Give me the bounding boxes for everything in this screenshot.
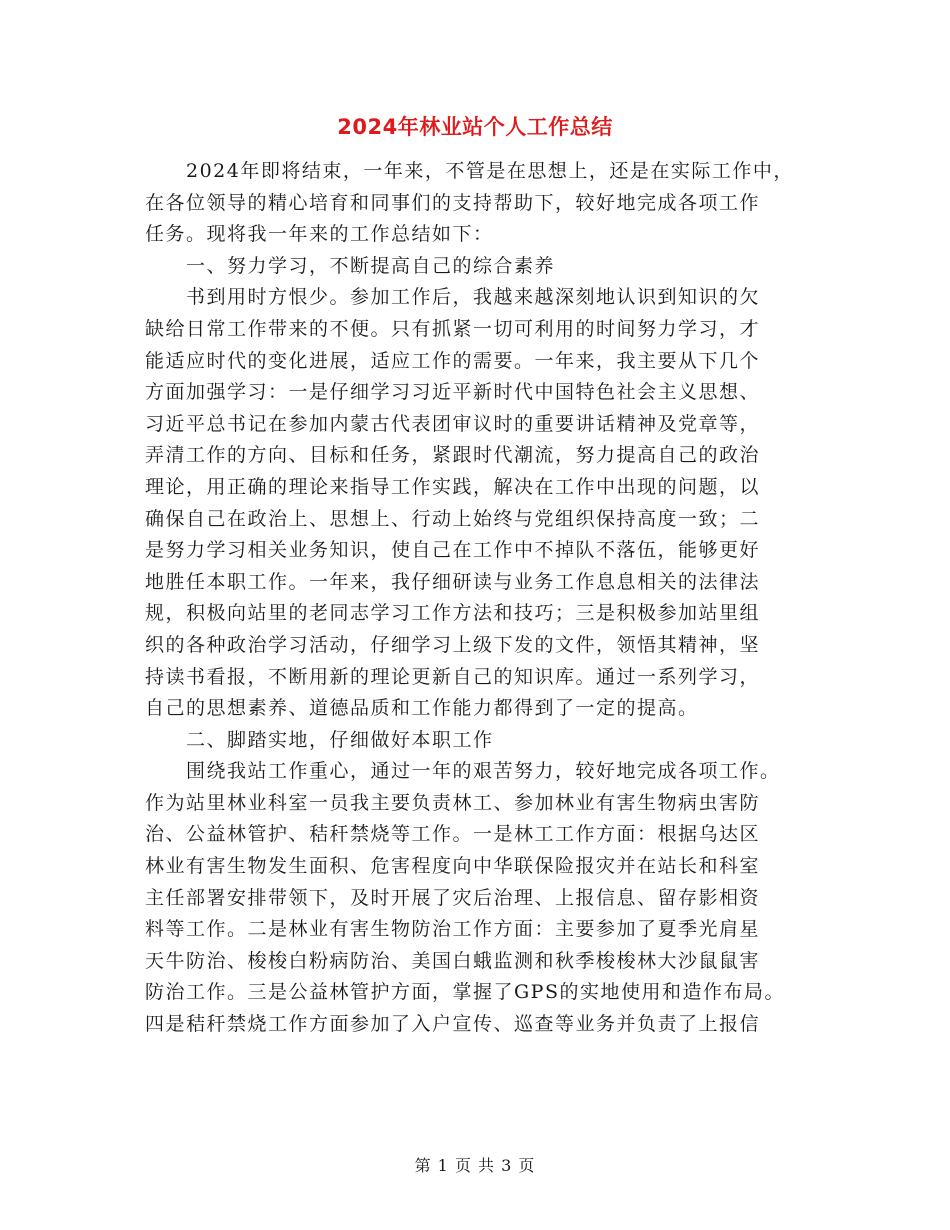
body-line: 习近平总书记在参加内蒙古代表团审议时的重要讲话精神及党章等，: [145, 412, 761, 435]
body-line: 防治工作。三是公益林管护方面，掌握了GPS的实地使用和造作布局。: [145, 981, 785, 1004]
body-line: 能适应时代的变化进展，适应工作的需要。一年来，我主要从下几个: [145, 349, 761, 372]
body-line: 自己的思想素养、道德品质和工作能力都得到了一定的提高。: [145, 697, 699, 720]
body-line: 确保自己在政治上、思想上、行动上始终与党组织保持高度一致；二: [145, 507, 761, 530]
body-line: 一、努力学习，不断提高自己的综合素养: [145, 254, 556, 277]
body-line: 规，积极向站里的老同志学习工作方法和技巧；三是积极参加站里组: [145, 602, 761, 625]
document-body: [145, 156, 810, 1041]
body-line: 治、公益林管护、秸秆禁烧等工作。一是林工工作方面：根据乌达区: [145, 823, 761, 846]
body-line: 四是秸秆禁烧工作方面参加了入户宣传、巡查等业务并负责了上报信: [145, 1013, 761, 1036]
body-line: 主任部署安排带领下，及时开展了灾后治理、上报信息、留存影相资: [145, 886, 761, 909]
body-line: 理论，用正确的理论来指导工作实践，解决在工作中出现的问题，以: [145, 475, 761, 498]
body-line: 弄清工作的方向、目标和任务，紧跟时代潮流，努力提高自己的政治: [145, 444, 761, 467]
body-line: 天牛防治、梭梭白粉病防治、美国白蛾监测和秋季梭梭林大沙鼠鼠害: [145, 949, 761, 972]
body-line: 缺给日常工作带来的不便。只有抓紧一切可利用的时间努力学习，才: [145, 317, 761, 340]
document-title: 2024年林业站个人工作总结: [337, 115, 613, 139]
body-line: 持读书看报，不断用新的理论更新自己的知识库。通过一系列学习，: [145, 665, 761, 688]
body-line: 林业有害生物发生面积、危害程度向中华联保险报灾并在站长和科室: [145, 855, 761, 878]
body-line: 地胜任本职工作。一年来，我仔细研读与业务工作息息相关的法律法: [145, 570, 761, 593]
body-line: 任务。现将我一年来的工作总结如下：: [145, 223, 494, 246]
body-line: 方面加强学习：一是仔细学习习近平新时代中国特色社会主义思想、: [145, 381, 761, 404]
body-line: 二、脚踏实地，仔细做好本职工作: [145, 728, 494, 751]
page-footer: 第 1 页 共 3 页: [414, 1156, 536, 1175]
body-line: 织的各种政治学习活动，仔细学习上级下发的文件，领悟其精神，坚: [145, 633, 761, 656]
body-line: 在各位领导的精心培育和同事们的支持帮助下，较好地完成各项工作: [145, 191, 761, 214]
body-line: 料等工作。二是林业有害生物防治工作方面：主要参加了夏季光肩星: [145, 918, 761, 941]
body-line: 作为站里林业科室一员我主要负责林工、参加林业有害生物病虫害防: [145, 791, 761, 814]
body-line: 2024年即将结束，一年来，不管是在思想上，还是在实际工作中，: [145, 160, 794, 182]
body-line: 书到用时方恨少。参加工作后，我越来越深刻地认识到知识的欠: [145, 286, 761, 309]
body-line: 围绕我站工作重心，通过一年的艰苦努力，较好地完成各项工作。: [145, 760, 781, 783]
body-line: 是努力学习相关业务知识，使自己在工作中不掉队不落伍，能够更好: [145, 539, 761, 562]
